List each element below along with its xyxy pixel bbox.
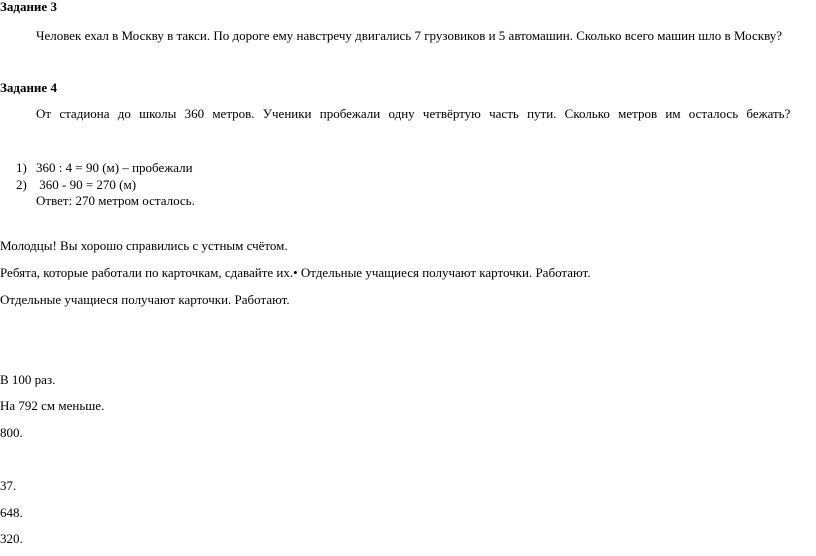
answer-line: 800. [0, 425, 23, 440]
cards-repeat-paragraph: Отдельные учащиеся получают карточки. Работают. [0, 292, 290, 307]
cards-paragraph [0, 265, 591, 281]
step-number: 2) [16, 177, 27, 192]
step-text: 360 - 90 = 270 (м) [36, 177, 137, 192]
solution-step-1 [16, 160, 193, 176]
task3-heading: Задание 3 [0, 0, 57, 14]
task4-heading: Задание 4 [0, 80, 57, 95]
solution-step-2 [16, 177, 136, 193]
answer-line: 37. [0, 478, 17, 493]
answer-line: В 100 раз. [0, 372, 56, 387]
step-text: 360 : 4 = 90 (м) – пробежали [36, 160, 193, 175]
task3-text: Человек ехал в Москву в такси. По дороге ему навстречу двигались 7 грузовиков и 5 автомашин. Сколько всего машин шло в Москву? [36, 28, 783, 43]
answer-line: 648. [0, 505, 23, 520]
step-number: 1) [16, 160, 27, 175]
task4-text: От стадиона до школы 360 метров. Ученики пробежали одну четвёртую часть пути. Сколько метров им осталось бежать? [36, 106, 791, 121]
answer-line: На 792 см меньше. [0, 398, 105, 413]
bullet-icon: • [293, 265, 298, 280]
solution-answer: Ответ: 270 метром осталось. [36, 193, 195, 208]
praise-paragraph: Молодцы! Вы хорошо справились с устным счётом. [0, 238, 288, 253]
cards-text-start: Ребята, которые работали по карточкам, сдавайте их. [0, 265, 294, 280]
cards-text-end: Отдельные учащиеся получают карточки. Работают. [297, 265, 591, 280]
answer-line: 320. [0, 531, 23, 546]
